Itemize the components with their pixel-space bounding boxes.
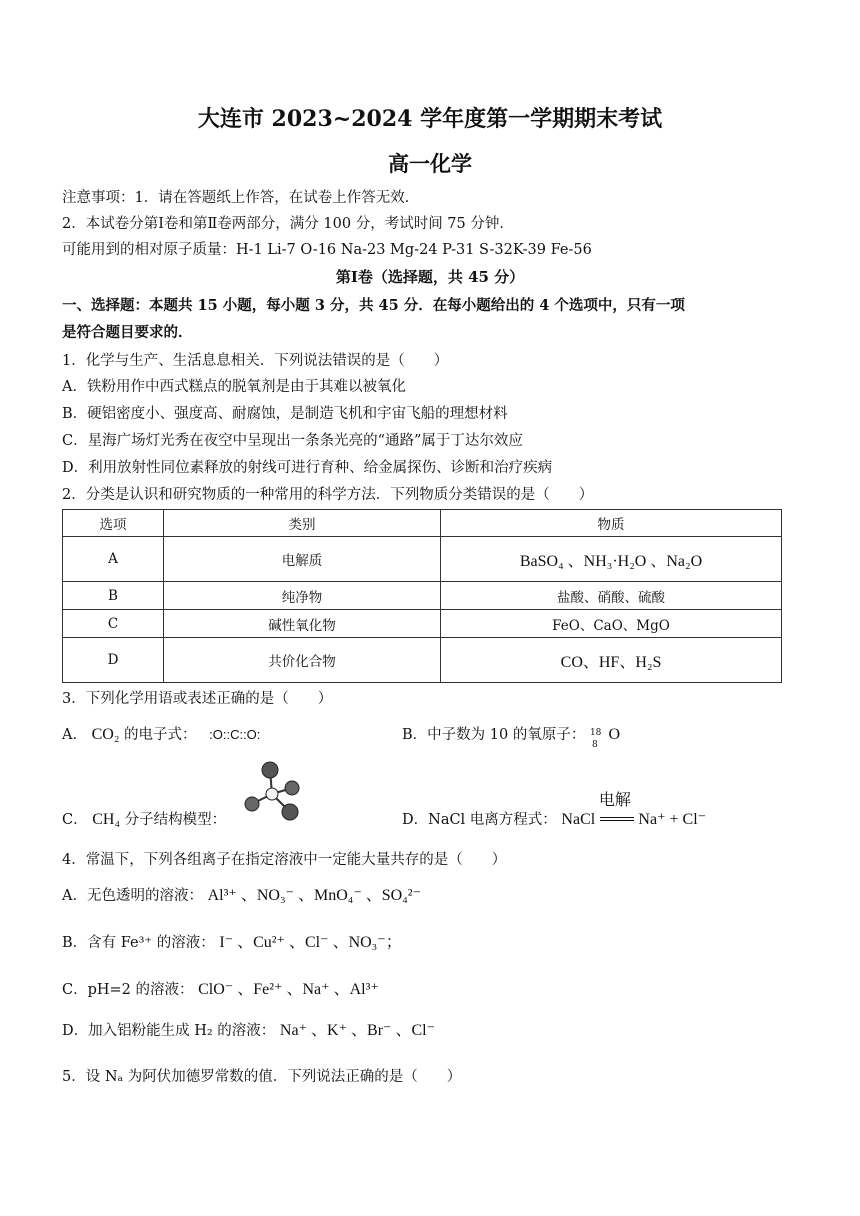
table-row [63, 537, 782, 582]
q3-b-atomic-number: 8 [591, 740, 598, 750]
table-row [63, 638, 782, 683]
q3-a-text: 的电子式： [124, 727, 197, 743]
q3-d-text: D．NaCl 电离方程式： [402, 812, 557, 828]
q2-stem: 2．分类是认识和研究物质的一种常用的科学方法．下列物质分类错误的是（ ） [62, 487, 594, 503]
q2-header-option: 选项 [63, 510, 164, 537]
q2-row-c-substance: FeO、CaO、MgO [441, 610, 782, 638]
q3-a-formula: CO₂ [91, 726, 120, 743]
exam-title: 大连市 2023~2024 学年度第一学期期末考试 [197, 106, 663, 132]
exam-subject: 高一化学 [388, 151, 472, 176]
q2-row-a-option: A [63, 537, 164, 582]
q3-option-a [62, 725, 260, 745]
q2-row-b-option: B [63, 582, 164, 610]
methane-model-image [242, 760, 304, 828]
q2-row-c-option: C [63, 610, 164, 638]
q5-stem: 5．设 Nₐ 为阿伏加德罗常数的值．下列说法正确的是（ ） [62, 1069, 462, 1085]
q3-a-prefix: A． [62, 727, 87, 743]
q4-stem: 4．常温下，下列各组离子在指定溶液中一定能大量共存的是（ ） [62, 852, 507, 868]
q2-header-category: 类别 [164, 510, 441, 537]
q3-d-rhs: Na⁺ + Cl⁻ [638, 811, 707, 828]
q2-row-b-substance: 盐酸、硝酸、硫酸 [441, 582, 782, 610]
q4-option-d [62, 1021, 435, 1041]
q4-a-ions: Al³⁺ 、NO₃⁻ 、MnO₄⁻ 、SO₄²⁻ [207, 887, 422, 904]
section-instructions-2: 是符合题目要求的． [62, 324, 193, 341]
q3-stem: 3．下列化学用语或表述正确的是（ ） [62, 691, 333, 707]
q3-b-mass-number: 18 [589, 728, 602, 738]
q3-a-electron-formula: :O::C::O: [209, 727, 261, 742]
q4-c-ions: ClO⁻ 、Fe²⁺ 、Na⁺ 、Al³⁺ [198, 981, 379, 998]
q4-d-ions: Na⁺ 、K⁺ 、Br⁻ 、Cl⁻ [279, 1022, 436, 1039]
q2-row-b-category: 纯净物 [164, 582, 441, 610]
q2-row-d-option: D [63, 638, 164, 683]
q4-a-text: A．无色透明的溶液： [62, 888, 203, 904]
q2-row-d-category: 共价化合物 [164, 638, 441, 683]
note-line-1: 注意事项：1．请在答题纸上作答，在试卷上作答无效． [62, 190, 420, 206]
q4-option-b [62, 933, 402, 953]
q4-option-c [62, 980, 379, 1000]
note-line-3: 可能用到的相对原子质量：H-1 Li-7 O-16 Na-23 Mg-24 P-31 S-32K-39 Fe-56 [62, 242, 592, 258]
q3-b-nuclide [589, 725, 604, 750]
q3-d-lhs: NaCl [561, 811, 596, 828]
q3-option-c [62, 810, 226, 830]
q4-d-text: D．加入铝粉能生成 H₂ 的溶液： [62, 1023, 276, 1039]
q3-c-formula: CH₄ [92, 811, 121, 828]
q2-row-a-category: 电解质 [164, 537, 441, 582]
q3-c-text: 分子结构模型： [124, 812, 227, 828]
q3-option-b [402, 725, 621, 750]
q3-b-symbol: O [608, 726, 621, 743]
note-line-2: 2．本试卷分第Ⅰ卷和第Ⅱ卷两部分，满分 100 分，考试时间 75 分钟． [62, 216, 514, 232]
section-heading: 第Ⅰ卷（选择题，共 45 分） [335, 268, 525, 286]
q2-table-header [63, 510, 782, 537]
q1-option-a: A．铁粉用作中西式糕点的脱氧剂是由于其难以被氧化 [62, 379, 406, 395]
q1-option-d: D．利用放射性同位素释放的射线可进行育种、给金属探伤、诊断和治疗疾病 [62, 460, 553, 476]
table-row [63, 610, 782, 638]
q4-b-ions: I⁻ 、Cu²⁺ 、Cl⁻ 、NO₃⁻； [219, 934, 402, 951]
q3-d-arrow [598, 790, 634, 830]
q4-c-text: C．pH=2 的溶液： [62, 982, 194, 998]
section-instructions-1: 一、选择题：本题共 15 小题，每小题 3 分，共 45 分．在每小题给出的 4 个选项中，只有一项 [62, 297, 685, 314]
q4-b-text: B．含有 Fe³⁺ 的溶液： [62, 935, 215, 951]
q1-stem: 1．化学与生产、生活息息相关．下列说法错误的是（ ） [62, 353, 449, 369]
q3-d-condition: 电解 [598, 790, 631, 809]
q2-row-a-substance: BaSO₄ 、NH₃·H₂O 、Na₂O [441, 537, 782, 582]
q3-c-prefix: C． [62, 812, 88, 828]
q2-header-substance: 物质 [441, 510, 782, 537]
q2-table [62, 509, 782, 683]
q2-row-c-category: 碱性氧化物 [164, 610, 441, 638]
table-row [63, 582, 782, 610]
q2-row-d-substance: CO、HF、H₂S [441, 638, 782, 683]
q4-option-a [62, 886, 421, 906]
q1-option-b: B．硬铝密度小、强度高、耐腐蚀，是制造飞机和宇宙飞船的理想材料 [62, 406, 508, 422]
q3-option-d [402, 790, 707, 830]
q3-b-text: B．中子数为 10 的氧原子： [402, 727, 586, 743]
q1-option-c: C．星海广场灯光秀在夜空中呈现出一条条光亮的“通路”属于丁达尔效应 [62, 433, 523, 449]
